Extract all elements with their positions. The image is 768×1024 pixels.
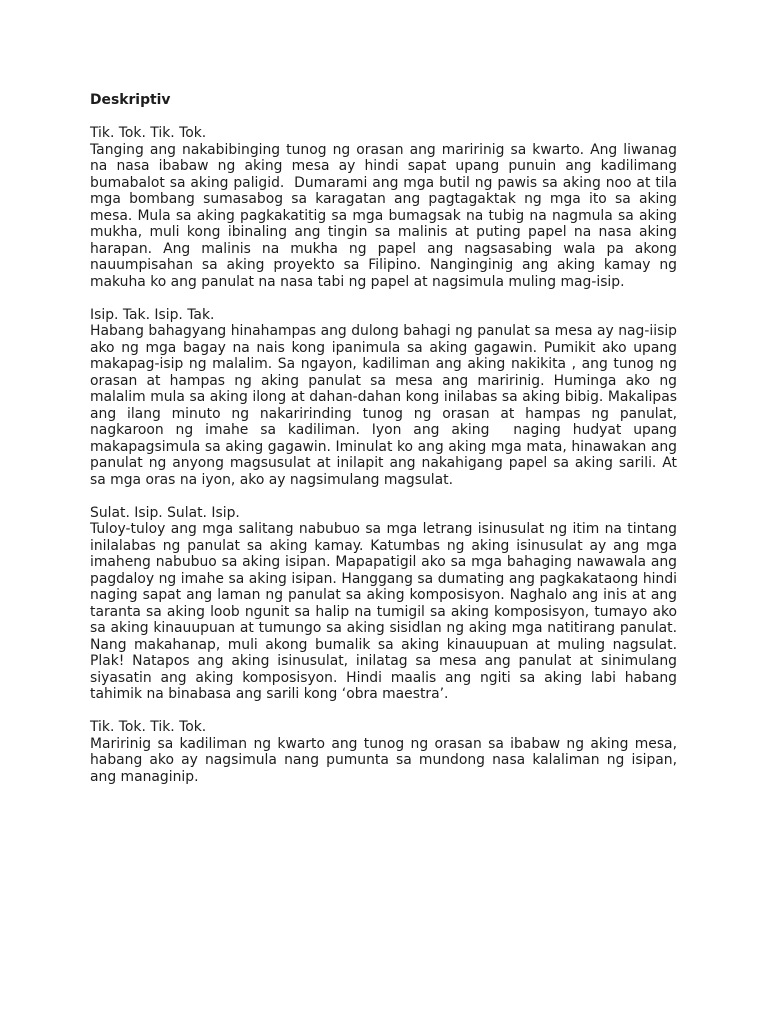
section-paragraph: Tanging ang nakabibinging tunog ng orasan ang maririnig sa kwarto. Ang liwanag na nasa ibabaw ng aking mesa ay hindi sapat upang punuin ang kadilimang bumabalot sa aking paligid. Dumarami ang mga butil ng pawis sa aking noo at tila mga bombang sumasabog sa karagatan ang pagtagaktak ng mga ito sa aking mesa. Mula sa aking pagkakatitig sa mga bumagsak na tubig na nagmula sa aking mukha, muli kong ibinaling ang tingin sa malinis at puting papel na nasa aking harapan. Ang malinis na mukha ng papel ang nagsasabing wala pa akong nauumpisahan sa aking proyekto sa Filipino. Nanginginig ang aking kamay ng makuha ko ang panulat na nasa tabi ng papel at nagsimula muling mag-isip. <box>90 141 682 290</box>
section-tik-tok-opening <box>90 125 682 290</box>
section-label: Tik. Tok. Tik. Tok. <box>90 125 207 141</box>
section-isip-tak <box>90 306 682 489</box>
section-label: Isip. Tak. Isip. Tak. <box>90 306 215 323</box>
document-body <box>90 92 682 802</box>
section-paragraph: Tuloy-tuloy ang mga salitang nabubuo sa mga letrang isinusulat ng itim na tintang inilalabas ng panulat sa aking kamay. Katumbas ng aking isinusulat ay ang mga imaheng nabubuo sa aking isipan. Mapapatigil ako sa mga bahaging nawawala ang pagdaloy ng imahe sa aking isipan. Hanggang sa dumating ang pagkakataong hindi naging sapat ang laman ng panulat sa aking komposisyon. Naghalo ang inis at ang taranta sa aking loob ngunit sa halip na tumigil sa aking komposisyon, tumayo ako sa aking kinauupuan at tumungo sa aking sisidlan ng aking mga natitirang panulat. Nang makahanap, muli akong bumalik sa aking kinauupuan at muling nagsulat. Plak! Natapos ang aking isinusulat, inilatag sa mesa ang panulat at sinimulang siyasatin ang aking komposisyon. Hindi maalis ang ngiti sa aking labi habang tahimik na binabasa ang sarili kong ‘obra maestra’. <box>90 521 682 702</box>
section-sulat-isip <box>90 504 682 703</box>
section-label: Tik. Tok. Tik. Tok. <box>90 719 207 735</box>
section-tik-tok-closing <box>90 719 682 785</box>
section-label: Sulat. Isip. Sulat. Isip. <box>90 504 240 521</box>
document-title: Deskriptiv <box>90 92 171 108</box>
section-paragraph: Habang bahagyang hinahampas ang dulong bahagi ng panulat sa mesa ay nag-iisip ako ng mga bagay na nais kong ipanimula sa aking gagawin. Pumikit ako upang makapag-isip ng malalim. Sa ngayon, kadiliman ang aking nakikita , ang tunog ng orasan at hampas ng aking panulat sa mesa ang maririnig. Huminga ako ng malalim mula sa aking ilong at dahan-dahan kong inilabas sa aking bibig. Makalipas ang ilang minuto ng nakaririnding tunog ng orasan at hampas ng panulat, nagkaroon ng imahe sa kadiliman. Iyon ang aking naging hudyat upang makapagsimula sa aking gagawin. Iminulat ko ang aking mga mata, hinawakan ang panulat ng anyong magsusulat at inilapit ang nakahigang papel sa aking sarili. At sa mga oras na iyon, ako ay nagsimulang magsulat. <box>90 323 682 488</box>
section-paragraph: Maririnig sa kadiliman ng kwarto ang tunog ng orasan sa ibabaw ng aking mesa, habang ako ay nagsimula nang pumunta sa mundong nasa kalaliman ng isipan, ang managinip. <box>90 735 682 785</box>
